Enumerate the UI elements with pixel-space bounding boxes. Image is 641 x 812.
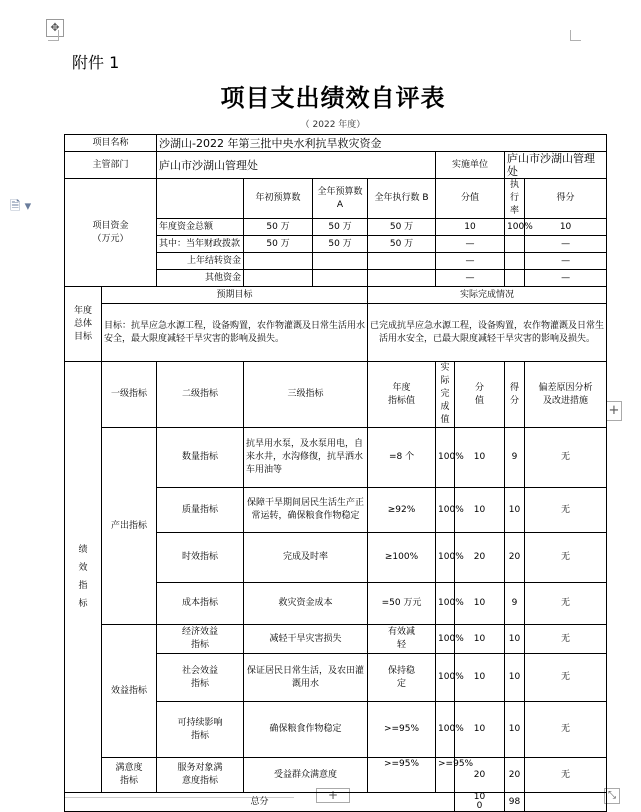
table-resize-handle[interactable]: ⤡ <box>604 788 620 804</box>
perf-row-score[interactable]: 20 <box>455 533 505 583</box>
perf-row-target[interactable]: =50 万元 <box>368 583 436 625</box>
perf-row-l2: 服务对象满 意度指标 <box>157 758 244 793</box>
attachment-label: 附件 1 <box>72 53 120 72</box>
perf-row-target[interactable]: ≥92% <box>368 488 436 533</box>
perf-row-score[interactable]: 10 <box>455 702 505 758</box>
goals-section-label: 年度 总体 目标 <box>65 287 102 362</box>
funds-row-label: 其中：当年财政拨款 <box>157 236 244 253</box>
funds-row-exec[interactable]: 50 万 <box>368 219 436 236</box>
year-label: （ 2022 年度） <box>300 120 366 130</box>
perf-row-got[interactable]: 10 <box>505 625 525 654</box>
perf-header-reason: 偏差原因分析 及改进措施 <box>525 362 607 428</box>
perf-row-actual[interactable]: 100% <box>436 583 455 625</box>
margin-corner-tl <box>48 30 59 41</box>
perf-header-target: 年度 指标值 <box>368 362 436 428</box>
perf-row-l3[interactable]: 保证居民日常生活，及农田灌溉用水 <box>244 654 368 702</box>
funds-row-exec[interactable] <box>368 270 436 287</box>
perf-row-got[interactable]: 10 <box>505 702 525 758</box>
perf-row-actual[interactable]: >=95% <box>436 758 455 793</box>
funds-row-exec[interactable] <box>368 253 436 270</box>
perf-row-reason[interactable]: 无 <box>525 758 607 793</box>
perf-row-target[interactable]: ≥100% <box>368 533 436 583</box>
total-blank[interactable] <box>525 793 607 812</box>
perf-row-l2: 数量指标 <box>157 428 244 488</box>
funds-row-initial[interactable]: 50 万 <box>244 219 313 236</box>
perf-row-l2: 社会效益 指标 <box>157 654 244 702</box>
perf-row-target[interactable]: =8 个 <box>368 428 436 488</box>
project-name-value[interactable]: 沙湖山-2022 年第三批中央水利抗旱救灾资金 <box>157 135 607 152</box>
perf-header-l1: 一级指标 <box>102 362 157 428</box>
perf-row-l2: 可持续影响 指标 <box>157 702 244 758</box>
dept-label: 主管部门 <box>65 152 157 179</box>
perf-row-l3[interactable]: 确保粮食作物稳定 <box>244 702 368 758</box>
funds-row-got[interactable]: — <box>525 253 607 270</box>
perf-row-l3[interactable]: 减轻干旱灾害损失 <box>244 625 368 654</box>
perf-row-target[interactable]: >=95% <box>368 758 436 793</box>
perf-l1-satisfaction: 满意度 指标 <box>102 758 157 793</box>
funds-row-rate[interactable] <box>505 236 525 253</box>
perf-row-got[interactable]: 20 <box>505 533 525 583</box>
total-score[interactable]: 10 0 <box>455 793 505 812</box>
perf-header-score: 分 值 <box>455 362 505 428</box>
perf-row-l3[interactable]: 完成及时率 <box>244 533 368 583</box>
funds-row-full[interactable]: 50 万 <box>313 236 368 253</box>
perf-row-reason[interactable]: 无 <box>525 488 607 533</box>
perf-row-reason[interactable]: 无 <box>525 625 607 654</box>
funds-col-got: 得分 <box>525 179 607 219</box>
perf-row-got[interactable]: 10 <box>505 654 525 702</box>
goals-expected-text[interactable]: 目标：抗旱应急水源工程，设备购置，农作物灌溉及日常生活用水安全，最大限度减轻干旱灾害的影响及损失。 <box>102 304 368 362</box>
add-column-button[interactable]: + <box>606 401 622 421</box>
perf-row-l3[interactable]: 救灾资金成本 <box>244 583 368 625</box>
funds-row-full[interactable]: 50 万 <box>313 219 368 236</box>
self-evaluation-table <box>64 134 607 812</box>
perf-row-actual[interactable]: 100% <box>436 654 455 702</box>
funds-row-rate[interactable] <box>505 253 525 270</box>
perf-row-reason[interactable]: 无 <box>525 654 607 702</box>
funds-row-label: 其他资金 <box>157 270 244 287</box>
margin-corner-tr <box>570 30 581 41</box>
funds-row-full[interactable] <box>313 253 368 270</box>
impl-value[interactable]: 庐山市沙湖山管理处 <box>505 152 607 179</box>
total-got[interactable]: 98 <box>505 793 525 812</box>
perf-row-reason[interactable]: 无 <box>525 583 607 625</box>
goals-expected-label: 预期目标 <box>102 287 368 304</box>
funds-row-label: 上年结转资金 <box>157 253 244 270</box>
table-move-handle[interactable]: ✥ <box>46 19 64 37</box>
funds-section-label: 项目资金 （万元） <box>65 179 157 287</box>
perf-row-got[interactable]: 9 <box>505 428 525 488</box>
funds-col-initial: 年初预算数 <box>244 179 313 219</box>
perf-row-target[interactable]: >=95% <box>368 702 436 758</box>
perf-header-actual: 实际 完成值 <box>436 362 455 428</box>
funds-row-got[interactable]: 10 <box>525 219 607 236</box>
page-title: 项目支出绩效自评表 <box>220 83 446 112</box>
perf-row-reason[interactable]: 无 <box>525 428 607 488</box>
add-row-button[interactable]: + <box>316 788 350 803</box>
perf-row-reason[interactable]: 无 <box>525 533 607 583</box>
funds-row-got[interactable]: — <box>525 236 607 253</box>
funds-col-exec: 全年执行数 B <box>368 179 436 219</box>
funds-row-rate[interactable]: 100% <box>505 219 525 236</box>
perf-header-l3: 三级指标 <box>244 362 368 428</box>
goals-actual-text[interactable]: 已完成抗旱应急水源工程，设备购置，农作物灌溉及日常生活用水安全，已最大限度减轻干旱灾害的影响及损失。 <box>368 304 607 362</box>
perf-row-actual[interactable]: 100% <box>436 488 455 533</box>
funds-row-initial[interactable] <box>244 270 313 287</box>
perf-row-reason[interactable]: 无 <box>525 702 607 758</box>
funds-row-rate[interactable] <box>505 270 525 287</box>
goals-actual-label: 实际完成情况 <box>368 287 607 304</box>
perf-row-l2: 成本指标 <box>157 583 244 625</box>
funds-row-full[interactable] <box>313 270 368 287</box>
perf-row-l3[interactable]: 受益群众满意度 <box>244 758 368 793</box>
funds-row-initial[interactable]: 50 万 <box>244 236 313 253</box>
funds-col-full: 全年预算数 A <box>313 179 368 219</box>
project-name-label: 项目名称 <box>65 135 157 152</box>
funds-row-got[interactable]: — <box>525 270 607 287</box>
perf-row-got[interactable]: 20 <box>505 758 525 793</box>
funds-row-exec[interactable]: 50 万 <box>368 236 436 253</box>
perf-row-actual[interactable]: 100% <box>436 533 455 583</box>
perf-row-actual[interactable]: 100% <box>436 428 455 488</box>
perf-row-score[interactable]: 10 <box>455 428 505 488</box>
perf-row-target[interactable]: 保持稳 定 <box>368 654 436 702</box>
perf-row-got[interactable]: 10 <box>505 488 525 533</box>
funds-col-score: 分值 <box>436 179 505 219</box>
perf-row-score[interactable]: 10 <box>455 654 505 702</box>
perf-section-label: 绩 效 指 标 <box>65 362 102 793</box>
perf-header-got: 得 分 <box>505 362 525 428</box>
funds-row-score[interactable]: — <box>436 270 505 287</box>
perf-row-target[interactable]: 有效减 轻 <box>368 625 436 654</box>
perf-l1-output: 产出指标 <box>102 428 157 625</box>
dept-value[interactable]: 庐山市沙湖山管理处 <box>157 152 436 179</box>
funds-blank-header[interactable] <box>157 179 244 219</box>
perf-row-l2: 经济效益 指标 <box>157 625 244 654</box>
funds-col-rate-cell: 执行率 <box>505 179 525 219</box>
perf-row-l2: 质量指标 <box>157 488 244 533</box>
perf-row-score[interactable]: 10 <box>455 625 505 654</box>
perf-row-l3[interactable]: 保障干旱期间居民生活生产正常运转，确保粮食作物稳定 <box>244 488 368 533</box>
funds-row-initial[interactable] <box>244 253 313 270</box>
perf-row-l2: 时效指标 <box>157 533 244 583</box>
document-icon[interactable]: 🗎 ▾ <box>10 199 32 214</box>
perf-row-score[interactable]: 20 <box>455 758 505 793</box>
total-label: 总分 <box>65 793 455 812</box>
perf-row-actual[interactable]: 100% <box>436 702 455 758</box>
impl-label: 实施单位 <box>436 152 505 179</box>
perf-row-l3[interactable]: 抗旱用水泵，及水泵用电，自来水井，水沟修復，抗旱洒水车用油等 <box>244 428 368 488</box>
perf-row-actual[interactable]: 100% <box>436 625 455 654</box>
funds-row-score[interactable]: — <box>436 253 505 270</box>
perf-row-score[interactable]: 10 <box>455 583 505 625</box>
funds-row-score[interactable]: 10 <box>436 219 505 236</box>
funds-row-score[interactable]: — <box>436 236 505 253</box>
perf-row-score[interactable]: 10 <box>455 488 505 533</box>
perf-header-l2: 二级指标 <box>157 362 244 428</box>
funds-row-label: 年度资金总额 <box>157 219 244 236</box>
perf-row-got[interactable]: 9 <box>505 583 525 625</box>
perf-l1-benefit: 效益指标 <box>102 625 157 758</box>
